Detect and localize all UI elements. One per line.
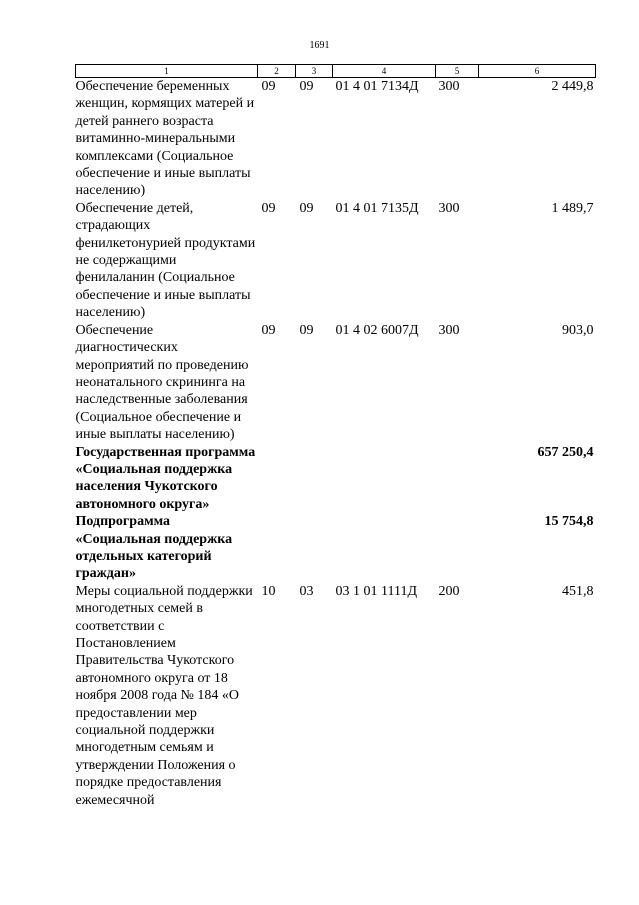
row-expense-type: 200 xyxy=(438,583,460,599)
row-target-code: 01 4 01 7134Д xyxy=(335,79,419,94)
row-expense-type xyxy=(436,444,479,514)
table-row xyxy=(76,583,596,809)
row-subsection: 09 xyxy=(299,200,314,216)
row-amount: 451,8 xyxy=(562,583,594,599)
table-row xyxy=(76,78,596,200)
row-amount: 2 449,8 xyxy=(551,79,594,94)
row-section: 09 xyxy=(261,200,276,216)
row-target-code: 01 4 02 6007Д xyxy=(335,322,419,338)
header-cell-1: 1 xyxy=(76,65,258,78)
header-cell-6: 6 xyxy=(479,65,596,78)
row-expense-type xyxy=(436,513,479,583)
row-section xyxy=(258,444,296,514)
row-target-code: 01 4 01 7135Д xyxy=(335,200,419,216)
row-name: Государственная программа «Социальная поддержка населения Чукотского автономного округа» xyxy=(75,444,256,512)
row-section: 09 xyxy=(261,322,276,338)
row-amount: 1 489,7 xyxy=(551,200,594,216)
table-row xyxy=(76,513,596,583)
row-section xyxy=(258,513,296,583)
table-row xyxy=(76,200,596,322)
row-name: Подпрограмма «Социальная поддержка отдельных категорий граждан» xyxy=(75,514,233,582)
row-section: 10 xyxy=(261,583,276,599)
table-row xyxy=(76,444,596,514)
row-amount: 15 754,8 xyxy=(544,514,594,530)
row-section: 09 xyxy=(261,79,276,94)
row-subsection: 09 xyxy=(299,322,314,338)
header-cell-3: 3 xyxy=(296,65,333,78)
header-cell-5: 5 xyxy=(436,65,479,78)
row-subsection: 09 xyxy=(299,79,314,94)
row-expense-type: 300 xyxy=(438,322,460,338)
row-subsection: 03 xyxy=(299,583,314,599)
row-subsection xyxy=(296,444,333,514)
row-name: Обеспечение детей, страдающих фенилкетонурией продуктами не содержащими фенилаланин (Социальное обеспечение и иные выплаты населению) xyxy=(75,200,256,321)
row-target-code xyxy=(333,444,436,514)
budget-table xyxy=(75,64,596,809)
header-cell-4: 4 xyxy=(333,65,436,78)
row-expense-type: 300 xyxy=(438,79,460,94)
row-name: Меры социальной поддержки многодетных семей в соответствии с Постановлением Правительства Чукотского автономного округа от 18 ноября 2008 года № 184 «О предоставлении мер социальной поддержки многодетным семьям и утверждении Положения о порядке предоставления ежемесячной xyxy=(75,583,253,808)
row-name: Обеспечение беременных женщин, кормящих матерей и детей раннего возраста витаминно-минеральными комплексами (Социальное обеспечение и иные выплаты населению) xyxy=(75,79,255,199)
row-subsection xyxy=(296,513,333,583)
row-name: Обеспечение диагностических мероприятий по проведению неонатального скрининга на наследственные заболевания (Социальное обеспечение и иные выплаты населению) xyxy=(75,322,249,443)
row-amount: 903,0 xyxy=(562,322,594,338)
row-amount: 657 250,4 xyxy=(537,444,594,460)
page-number: 1691 xyxy=(309,40,330,51)
header-cell-2: 2 xyxy=(258,65,296,78)
row-target-code xyxy=(333,513,436,583)
header-row xyxy=(76,65,596,78)
row-expense-type: 300 xyxy=(438,200,460,216)
row-target-code: 03 1 01 1111Д xyxy=(335,583,417,599)
table-row xyxy=(76,322,596,444)
